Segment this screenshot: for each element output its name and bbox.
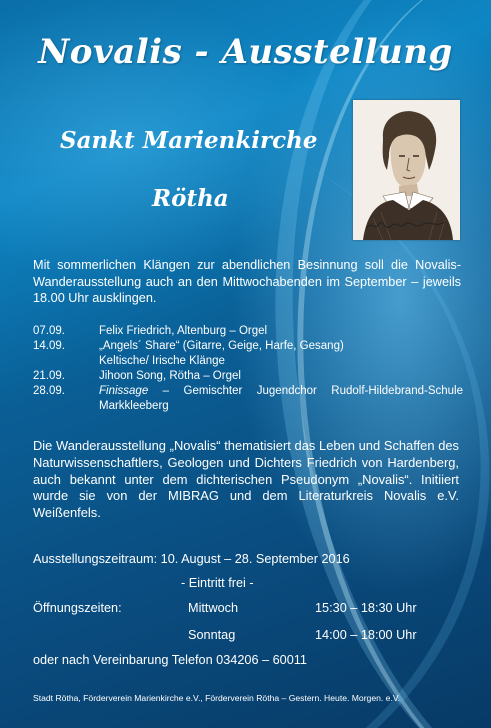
event-text: „Angels´ Share“ (Gitarre, Geige, Harfe, Gesang) xyxy=(99,340,344,352)
event-date: 28.09. xyxy=(33,385,65,397)
event-text: Jihoon Song, Rötha – Orgel xyxy=(99,370,241,382)
event-text-rest: – Gemischter Jugendchor Rudolf-Hildebrand-Schule Markkleeberg xyxy=(99,385,463,412)
admission-note: - Eintritt frei - xyxy=(181,576,254,590)
intro-text: Mit sommerlichen Klängen zur abendlichen Besinnung soll die Novalis-Wanderausstellung auch an den Mittwochabenden im September – jeweils 18.00 Uhr ausklingen. xyxy=(33,258,461,305)
event-date: 14.09. xyxy=(33,340,65,352)
event-date: 21.09. xyxy=(33,370,65,382)
event-text: Keltische/ Irische Klänge xyxy=(99,355,225,367)
novalis-portrait xyxy=(353,100,460,240)
organizers-footer: Stadt Rötha, Förderverein Marienkirche e.V., Förderverein Rötha – Gestern. Heute. Morgen. e.V. xyxy=(33,693,401,703)
event-text: Felix Friedrich, Altenburg – Orgel xyxy=(99,325,268,337)
poster-title: Novalis - Ausstellung xyxy=(38,32,453,72)
event-row xyxy=(33,369,463,384)
exhibition-description: Die Wanderausstellung „Novalis“ thematisiert das Leben und Schaffen des Naturwissenschaftlers, Geologen und Dichters Friedrich von Hardenberg, auch bekannt unter dem dichterischen Pseudonym „Novalis“. Initiiert wurde sie von der MIBRAG und dem Literaturkreis Novalis e.V. Weißenfels. xyxy=(33,438,459,521)
phone-contact: oder nach Vereinbarung Telefon 034206 – 60011 xyxy=(33,653,307,667)
event-date xyxy=(33,354,99,369)
finissage-label: Finissage xyxy=(99,385,149,397)
event-row xyxy=(33,339,463,354)
event-list xyxy=(33,324,463,414)
event-row xyxy=(33,354,463,369)
event-row xyxy=(33,384,463,414)
opening-day: Mittwoch xyxy=(188,601,239,615)
event-date: 07.09. xyxy=(33,325,65,337)
venue-town: Rötha xyxy=(152,185,229,212)
opening-day: Sonntag xyxy=(188,628,236,642)
opening-hours-label: Öffnungszeiten: xyxy=(33,601,122,615)
venue-name: Sankt Marienkirche xyxy=(60,127,318,154)
event-row xyxy=(33,324,463,339)
opening-time: 14:00 – 18:00 Uhr xyxy=(315,628,417,642)
event-text xyxy=(99,384,463,414)
exhibition-period: Ausstellungszeitraum: 10. August – 28. September 2016 xyxy=(33,552,350,566)
opening-time: 15:30 – 18:30 Uhr xyxy=(315,601,417,615)
